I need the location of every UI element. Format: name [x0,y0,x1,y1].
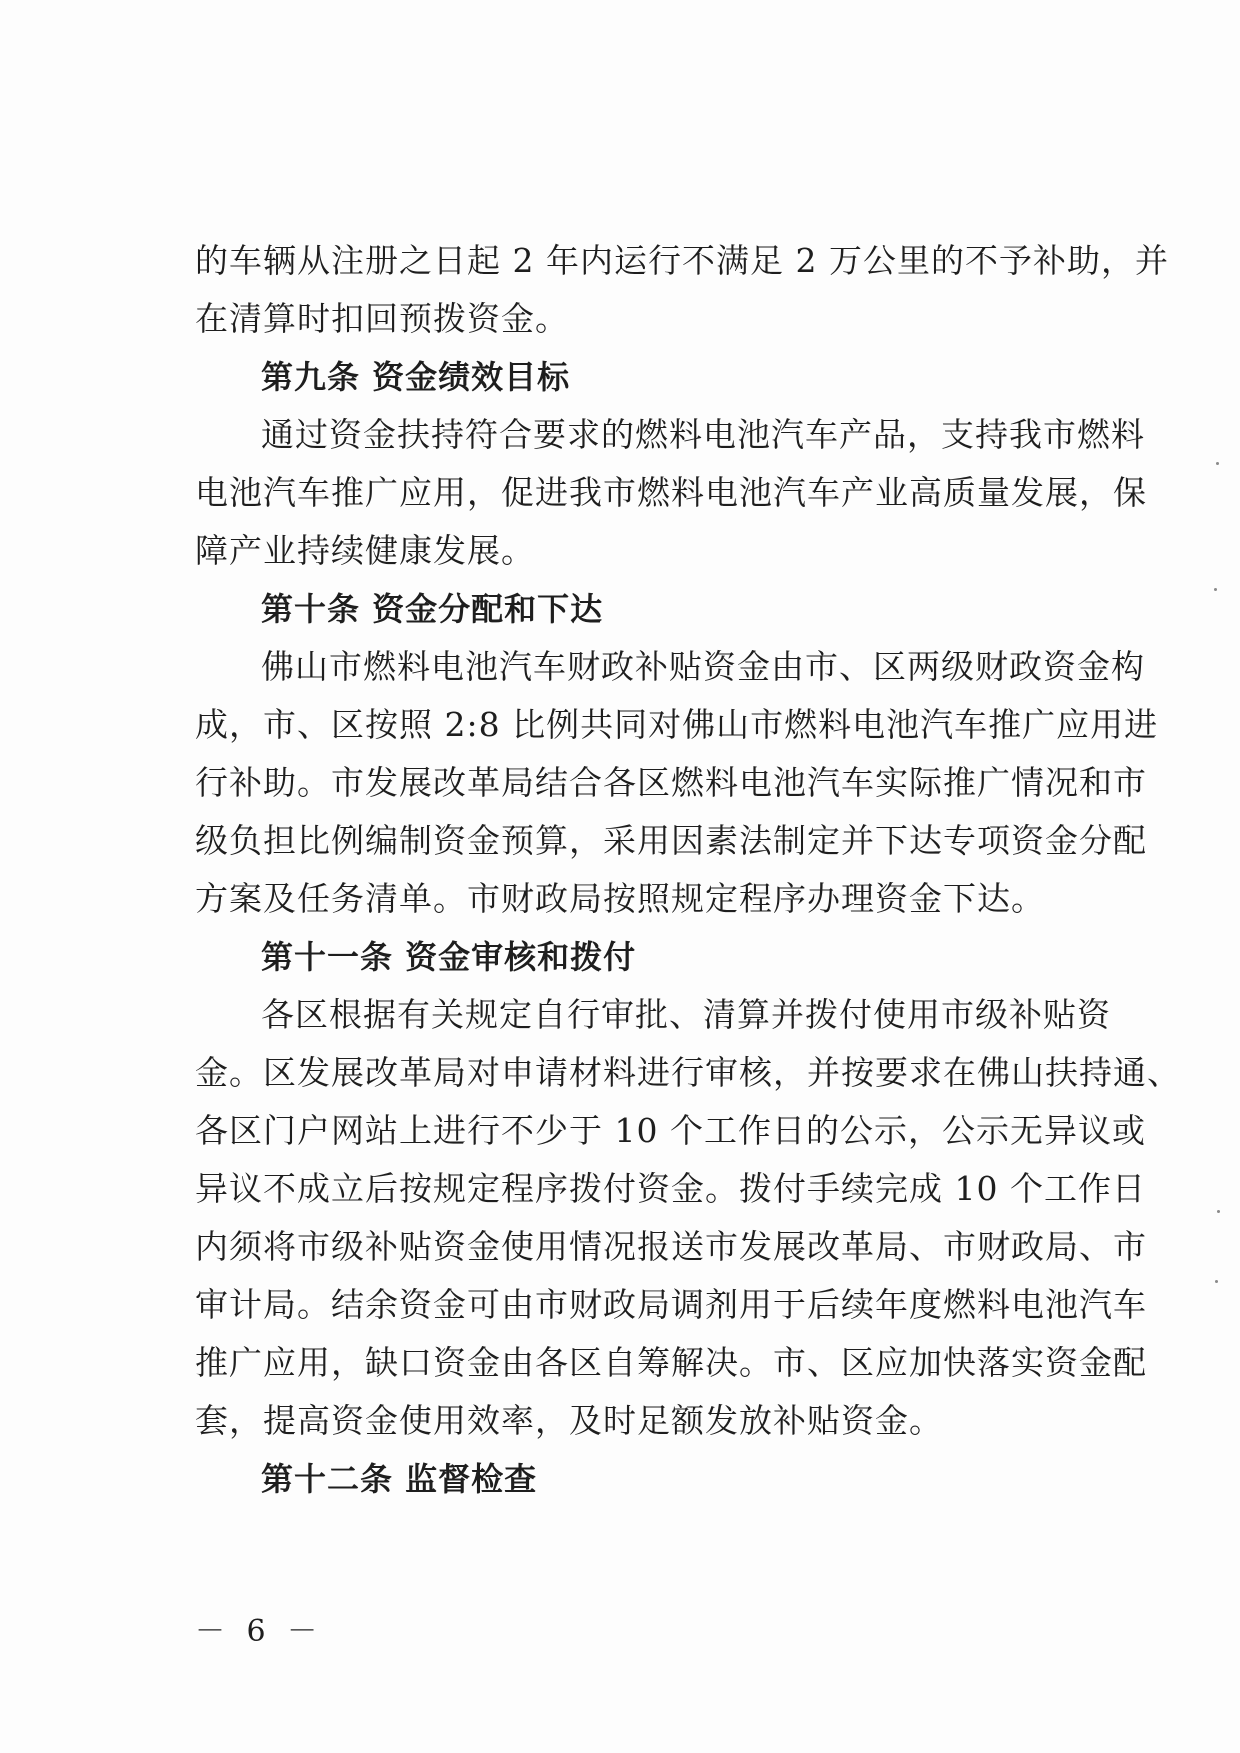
paragraph-line: 方案及任务清单。市财政局按照规定程序办理资金下达。 [195,879,1045,918]
article-heading: 第十二条 监督检查 [261,1460,538,1498]
paragraph-line: 通过资金扶持符合要求的燃料电池汽车产品，支持我市燃料 [261,415,1145,454]
paragraph-line: 级负担比例编制资金预算，采用因素法制定并下达专项资金分配 [195,821,1147,860]
paragraph-line: 障产业持续健康发展。 [195,531,535,570]
paragraph-line: 电池汽车推广应用，促进我市燃料电池汽车产业高质量发展，保 [195,473,1147,512]
paragraph-line: 佛山市燃料电池汽车财政补贴资金由市、区两级财政资金构 [261,647,1145,686]
paragraph-line: 各区门户网站上进行不少于 10 个工作日的公示，公示无异议或 [195,1111,1146,1150]
paragraph-line: 在清算时扣回预拨资金。 [195,299,569,338]
page-number: － 6 － [195,1614,324,1649]
article-heading: 第十一条 资金审核和拨付 [261,938,637,976]
scan-speck [1216,462,1219,465]
article-heading: 第九条 资金绩效目标 [261,358,571,396]
scan-speck [1217,1210,1220,1213]
paragraph-line: 内须将市级补贴资金使用情况报送市发展改革局、市财政局、市 [195,1227,1147,1266]
paragraph-line: 的车辆从注册之日起 2 年内运行不满足 2 万公里的不予补助，并 [195,241,1169,280]
paragraph-line: 套，提高资金使用效率，及时足额发放补贴资金。 [195,1401,943,1440]
paragraph-line: 审计局。结余资金可由市财政局调剂用于后续年度燃料电池汽车 [195,1285,1147,1324]
scan-speck [1214,588,1217,591]
paragraph-line: 异议不成立后按规定程序拨付资金。拨付手续完成 10 个工作日 [195,1169,1146,1208]
document-body [195,232,1181,1508]
article-heading: 第十条 资金分配和下达 [261,590,604,628]
paragraph-line: 金。区发展改革局对申请材料进行审核，并按要求在佛山扶持通、 [195,1053,1181,1092]
paragraph-line: 成，市、区按照 2:8 比例共同对佛山市燃料电池汽车推广应用进 [195,705,1159,744]
paragraph-line: 各区根据有关规定自行审批、清算并拨付使用市级补贴资 [261,995,1111,1034]
scan-speck [1215,1280,1218,1283]
paragraph-line: 行补助。市发展改革局结合各区燃料电池汽车实际推广情况和市 [195,763,1147,802]
paragraph-line: 推广应用，缺口资金由各区自筹解决。市、区应加快落实资金配 [195,1343,1147,1382]
